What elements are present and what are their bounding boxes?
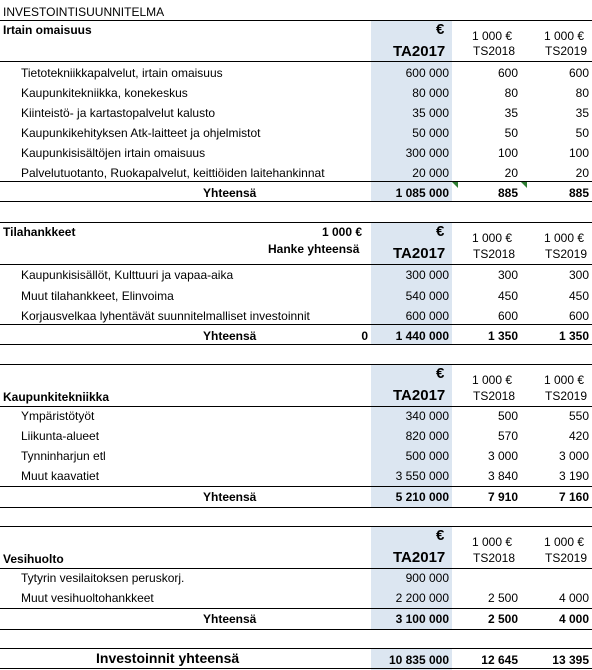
ts2018-total: 1 350 [487,329,518,343]
ts2018-value: 600 [497,66,518,80]
col-header-ta2017: TA2017 [393,43,446,60]
divider [0,61,592,62]
row-label: Muut tilahankkeet, Elinvoima [21,289,174,303]
ta-total: 3 100 000 [395,612,449,626]
col-header-euro: € [436,527,445,544]
col-header-ts2018: TS2018 [473,44,516,58]
divider [0,526,592,527]
row-label: Korjausvelkaa lyhentävät suunnitelmalliset investoinnit [21,309,310,323]
total-label: Yhteensä [203,490,257,504]
ta-grand-total: 10 835 000 [388,653,449,667]
table-row [0,450,592,468]
col-header-ta2017: TA2017 [393,245,446,262]
row-label: Kaupunkisisällöt, Kulttuuri ja vapaa-aika [21,268,234,282]
ts2018-total: 2 500 [487,612,518,626]
row-label: Tytyrin vesilaitoksen peruskorj. [21,571,185,585]
ts2018-value: 450 [497,289,518,303]
ts2018-value: 80 [504,86,518,100]
row-label: Kaupunkisisältöjen irtain omaisuus [21,146,206,160]
col-header-unit: 1 000 € [472,535,513,549]
col-header-unit: 1 000 € [544,231,585,245]
divider [0,222,592,223]
table-row [0,87,592,105]
col-header-ts2019: TS2019 [545,44,588,58]
divider [0,648,592,649]
divider [0,406,592,407]
grand-total-row [0,651,592,669]
ta-value: 20 000 [412,166,449,180]
col-header-unit: 1 000 € [544,29,585,43]
col-header-unit: 1 000 € [472,29,513,43]
ts2019-total: 4 000 [558,612,589,626]
ts2019-total: 1 350 [558,329,589,343]
col-header-euro: € [436,21,445,38]
ts2018-total: 885 [497,186,518,200]
table-row [0,127,592,145]
extra-column-header: Hanke yhteensä [268,242,360,256]
ta-value: 540 000 [405,289,449,303]
ts2019-total: 7 160 [558,490,589,504]
table-row [0,107,592,125]
section-title: Vesihuolto [3,552,64,566]
row-label: Ympäristötyöt [21,409,95,423]
ts2019-value: 450 [568,289,589,303]
ts2019-value: 4 000 [558,591,589,605]
total-row [0,187,592,205]
ts2019-value: 50 [575,126,589,140]
ta-value: 3 550 000 [395,469,449,483]
ts2019-value: 35 [575,106,589,120]
extra-unit: 1 000 € [322,225,363,239]
col-header-ts2018: TS2018 [473,247,516,261]
ts2018-value: 600 [497,309,518,323]
col-header-ts2019: TS2019 [545,247,588,261]
ts2018-value: 2 500 [487,591,518,605]
ta-value: 300 000 [405,268,449,282]
ts2018-value: 100 [497,146,518,160]
divider [0,20,592,21]
divider [0,668,592,669]
divider [0,568,592,569]
col-header-euro: € [436,223,445,240]
ts2018-value: 300 [497,268,518,282]
ts2018-value: 50 [504,126,518,140]
ts2019-total: 885 [568,186,589,200]
grand-total-label: Investoinnit yhteensä [96,650,240,666]
col-header-ta2017: TA2017 [393,549,446,566]
ts2019-value: 80 [575,86,589,100]
row-label: Kiinteistö- ja kartastopalvelut kalusto [21,106,216,120]
total-label: Yhteensä [203,329,257,343]
ts2018-value: 500 [497,409,518,423]
row-label: Kaupunkitekniikka, konekeskus [21,86,188,100]
col-header-ts2018: TS2018 [473,389,516,403]
row-label: Tynninharjun etl [21,449,106,463]
divider [0,264,592,265]
ts2018-grand-total: 12 645 [481,653,518,667]
divider [0,364,592,365]
ts2019-value: 3 190 [558,469,589,483]
divider [0,344,592,345]
ta-value: 340 000 [405,409,449,423]
row-label: Muut kaavatiet [21,469,100,483]
col-header-unit: 1 000 € [472,373,513,387]
ts2019-value: 600 [568,309,589,323]
ta-value: 500 000 [405,449,449,463]
ts2018-value: 3 840 [487,469,518,483]
ta-value: 900 000 [405,571,449,585]
ts2018-value: 20 [504,166,518,180]
divider [0,181,592,182]
divider [0,486,592,487]
ta-value: 300 000 [405,146,449,160]
table-row [0,67,592,85]
total-label: Yhteensä [203,612,257,626]
col-header-unit: 1 000 € [472,231,513,245]
ts2018-value: 570 [497,429,518,443]
ta-total: 1 085 000 [395,186,449,200]
ts2019-value: 420 [568,429,589,443]
ta-value: 50 000 [412,126,449,140]
ta-value: 820 000 [405,429,449,443]
col-header-ts2019: TS2019 [545,551,588,565]
col-header-unit: 1 000 € [544,373,585,387]
table-row [0,269,592,287]
ts2018-value: 35 [504,106,518,120]
col-header-ts2019: TS2019 [545,389,588,403]
section-title: Irtain omaisuus [3,23,92,37]
total-row [0,330,592,348]
row-label: Palvelutuotanto, Ruokapalvelut, keittiöiden laitehankinnat [21,166,325,180]
divider [0,201,592,202]
ts2019-value: 100 [568,146,589,160]
ts2019-value: 300 [568,268,589,282]
ts2019-value: 3 000 [558,449,589,463]
table-row [0,310,592,328]
table-row [0,572,592,590]
ts2018-total: 7 910 [487,490,518,504]
ts2019-value: 600 [568,66,589,80]
ts2019-value: 20 [575,166,589,180]
col-header-ta2017: TA2017 [393,387,446,404]
ta-value: 35 000 [412,106,449,120]
table-row [0,430,592,448]
divider [0,507,592,508]
section-title: Kaupunkitekniikka [3,390,110,404]
col-header-euro: € [436,365,445,382]
ta-value: 600 000 [405,66,449,80]
extra-total: 0 [361,329,368,343]
col-header-ts2018: TS2018 [473,551,516,565]
ta-total: 5 210 000 [395,490,449,504]
divider [0,324,592,325]
ta-total: 1 440 000 [395,329,449,343]
table-row [0,167,592,185]
table-row [0,147,592,165]
sheet-title: INVESTOINTISUUNNITELMA [3,5,165,19]
ta-value: 600 000 [405,309,449,323]
ts2019-grand-total: 13 395 [552,653,589,667]
row-label: Muut vesihuoltohankkeet [21,591,154,605]
ts2018-value: 3 000 [487,449,518,463]
row-label: Kaupunkikehityksen Atk-laitteet ja ohjelmistot [21,126,261,140]
col-header-unit: 1 000 € [544,535,585,549]
divider [0,629,592,630]
row-label: Tietotekniikkapalvelut, irtain omaisuus [21,66,223,80]
total-label: Yhteensä [203,186,257,200]
ta-value: 80 000 [412,86,449,100]
section-title: Tilahankkeet [3,225,76,239]
ts2019-value: 550 [568,409,589,423]
ta-value: 2 200 000 [395,591,449,605]
table-row [0,410,592,428]
table-row [0,290,592,308]
row-label: Liikunta-alueet [21,429,100,443]
divider [0,608,592,609]
